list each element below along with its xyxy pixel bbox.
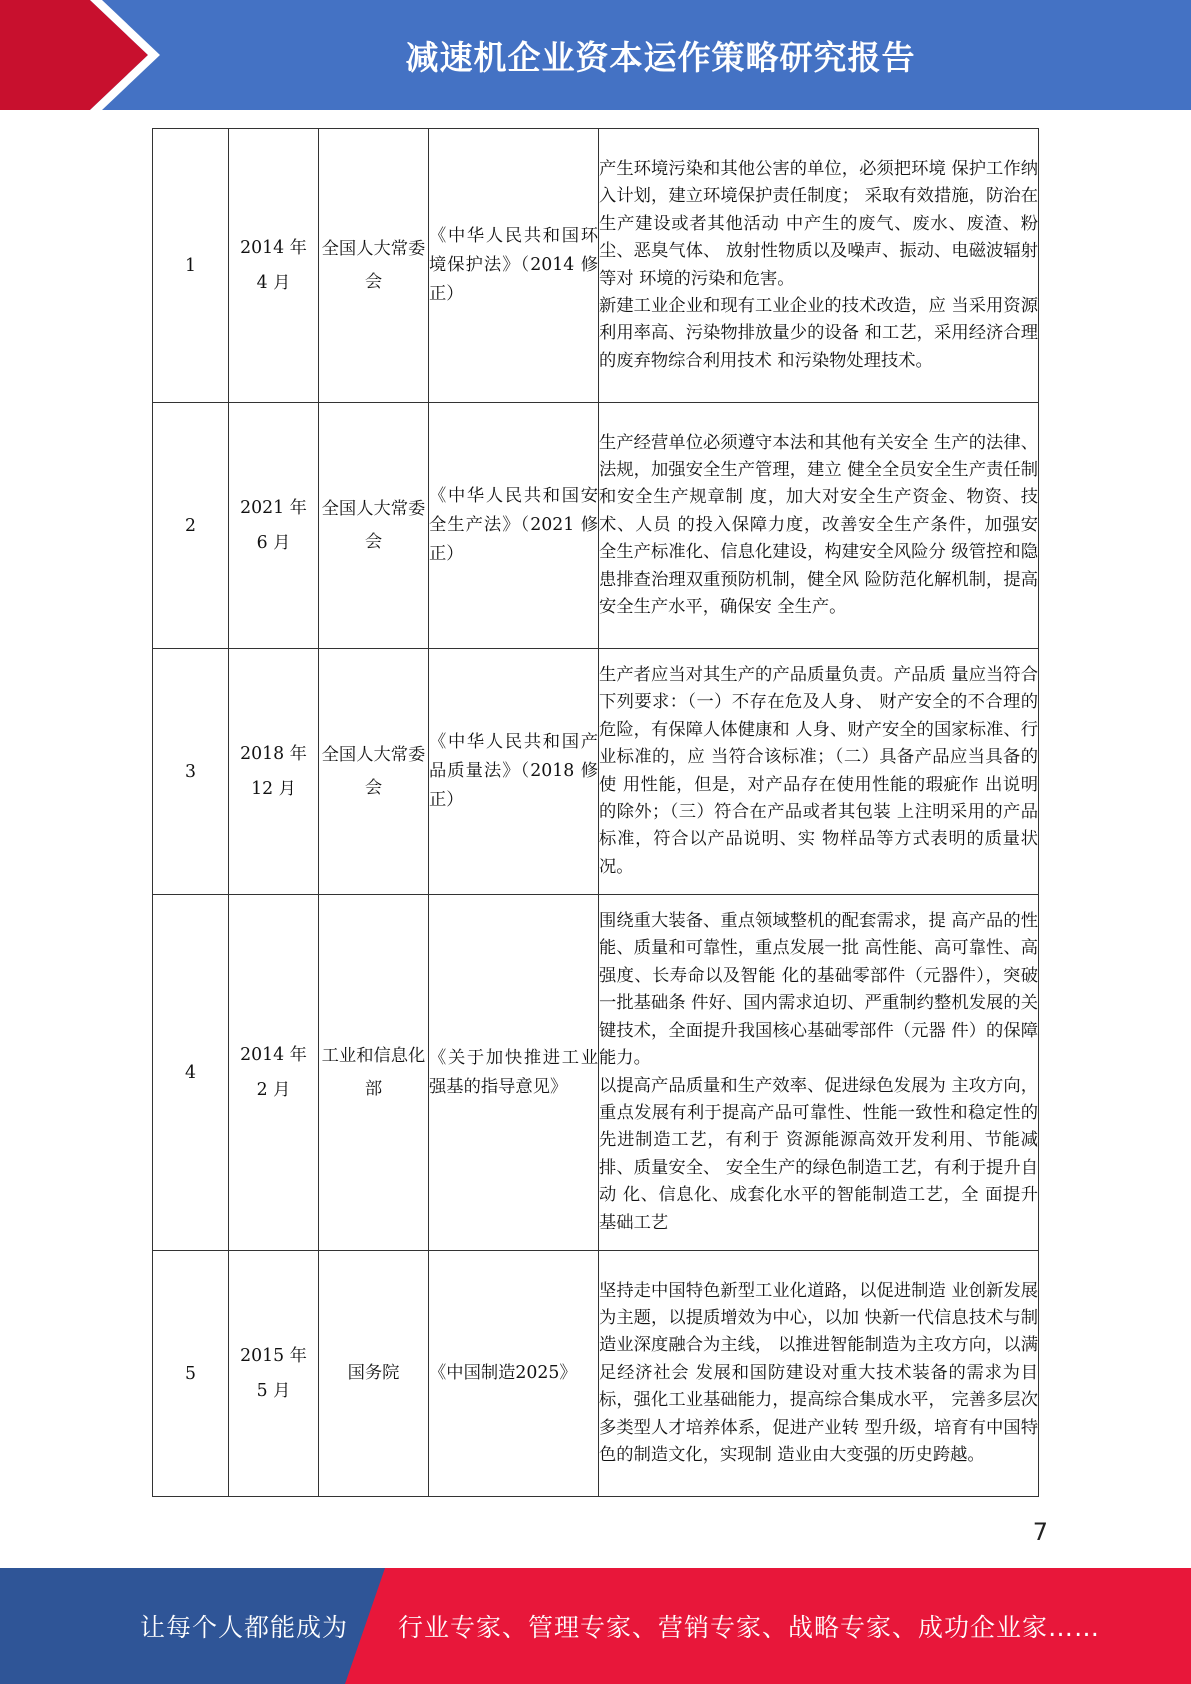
- date-cell: [229, 895, 319, 1251]
- page-number: 7: [1032, 1518, 1048, 1546]
- content-paragraph: 以提高产品质量和生产效率、促进绿色发展为 主攻方向，重点发展有利于提高产品可靠性、性能一致性和稳定性的先进制造工艺，有利于 资源能源高效开发利用、节能减排、质量安全、 安全生产的绿色制造工艺，有利于提升自动 化、信息化、成套化水平的智能制造工艺，全 面提升基础工艺: [599, 1075, 1038, 1233]
- content-paragraph: 坚持走中国特色新型工业化道路，以促进制造 业创新发展为主题，以提质增效为中心，以加 快新一代信息技术与制造业深度融合为主线， 以推进智能制造为主攻方向，以满足经济社会 发展和国防建设对重大技术装备的需求为目 标，强化工业基础能力，提高综合集成水平， 完善多层次多类型人才培养体系，促进产业转 型升级，培育有中国特色的制造文化，实现制 造业由大变强的历史跨越。: [599, 1280, 1038, 1466]
- content-paragraph: 产生环境污染和其他公害的单位，必须把环境 保护工作纳入计划，建立环境保护责任制度； 采取有效措施，防治在生产建设或者其他活动 中产生的废气、废水、废渣、粉尘、恶臭气体、 放射性物质以及噪声、振动、电磁波辐射等对 环境的污染和危害。: [599, 158, 1038, 289]
- table-row: [153, 129, 1039, 403]
- policy-table: [152, 128, 1039, 1497]
- table-row: [153, 403, 1039, 649]
- content-paragraph: 围绕重大装备、重点领域整机的配套需求，提 高产品的性能、质量和可靠性，重点发展一批 高性能、高可靠性、高强度、长寿命以及智能 化的基础零部件（元器件），突破一批基础条 件好、国内需求迫切、严重制约整机发展的关 键技术，全面提升我国核心基础零部件（元器 件）的保障能力。: [599, 911, 1038, 1069]
- content-cell: [599, 895, 1039, 1251]
- date-month: 5 月: [256, 1380, 291, 1401]
- table-row: [153, 1251, 1039, 1497]
- row-number: 4: [153, 895, 229, 1251]
- content-cell: [599, 1251, 1039, 1497]
- law-name-cell: 《中华人民共和国环境保护法》（2014 修正）: [429, 129, 599, 403]
- header-arrow-decoration: [0, 0, 160, 110]
- issuer-cell: 国务院: [319, 1251, 429, 1497]
- page-footer: [0, 1568, 1191, 1684]
- date-year: 2014 年: [240, 237, 307, 258]
- date-month: 6 月: [256, 532, 291, 553]
- issuer-cell: 工业和信息化部: [319, 895, 429, 1251]
- date-month: 2 月: [256, 1079, 291, 1100]
- date-year: 2021 年: [240, 497, 307, 518]
- date-month: 12 月: [251, 778, 296, 799]
- issuer-cell: 全国人大常委会: [319, 129, 429, 403]
- date-year: 2018 年: [240, 743, 307, 764]
- law-name-cell: 《中华人民共和国产品质量法》（2018 修正）: [429, 649, 599, 895]
- law-name-cell: 《中国制造2025》: [429, 1251, 599, 1497]
- content-cell: [599, 129, 1039, 403]
- issuer-cell: 全国人大常委会: [319, 403, 429, 649]
- law-name-cell: 《关于加快推进工业强基的指导意见》: [429, 895, 599, 1251]
- row-number: 2: [153, 403, 229, 649]
- date-year: 2014 年: [240, 1044, 307, 1065]
- date-month: 4 月: [256, 272, 291, 293]
- content-cell: [599, 403, 1039, 649]
- table-row: [153, 895, 1039, 1251]
- date-cell: [229, 129, 319, 403]
- row-number: 1: [153, 129, 229, 403]
- page-title: 减速机企业资本运作策略研究报告: [405, 37, 916, 77]
- content-paragraph: 生产经营单位必须遵守本法和其他有关安全 生产的法律、法规，加强安全生产管理，建立 健全全员安全生产责任制和安全生产规章制 度，加大对安全生产资金、物资、技术、人员 的投入保障力度，改善安全生产条件，加强安 全生产标准化、信息化建设，构建安全风险分 级管控和隐患排查治理双重预防机制，健全风 险防范化解机制，提高安全生产水平，确保安 全生产。: [599, 432, 1038, 618]
- row-number: 3: [153, 649, 229, 895]
- row-number: 5: [153, 1251, 229, 1497]
- issuer-cell: 全国人大常委会: [319, 649, 429, 895]
- date-cell: [229, 1251, 319, 1497]
- date-cell: [229, 403, 319, 649]
- footer-slogan-roles: 行业专家、管理专家、营销专家、战略专家、成功企业家……: [398, 1613, 1101, 1642]
- content-paragraph: 生产者应当对其生产的产品质量负责。产品质 量应当符合下列要求：（一）不存在危及人身、 财产安全的不合理的危险，有保障人体健康和 人身、财产安全的国家标准、行业标准的，应 当符合该标准；（二）具备产品应当具备的使 用性能，但是，对产品存在使用性能的瑕疵作 出说明的除外；（三）符合在产品或者其包装 上注明采用的产品标准，符合以产品说明、实 物样品等方式表明的质量状况。: [599, 664, 1038, 877]
- date-cell: [229, 649, 319, 895]
- law-name-cell: 《中华人民共和国安全生产法》（2021 修正）: [429, 403, 599, 649]
- table-row: [153, 649, 1039, 895]
- date-year: 2015 年: [240, 1345, 307, 1366]
- content-cell: [599, 649, 1039, 895]
- footer-slogan-lead: 让每个人都能成为: [140, 1613, 349, 1642]
- content-paragraph: 新建工业企业和现有工业企业的技术改造，应 当采用资源利用率高、污染物排放量少的设备 和工艺，采用经济合理的废弃物综合利用技术 和污染物处理技术。: [599, 295, 1038, 371]
- page-header: [0, 0, 1191, 110]
